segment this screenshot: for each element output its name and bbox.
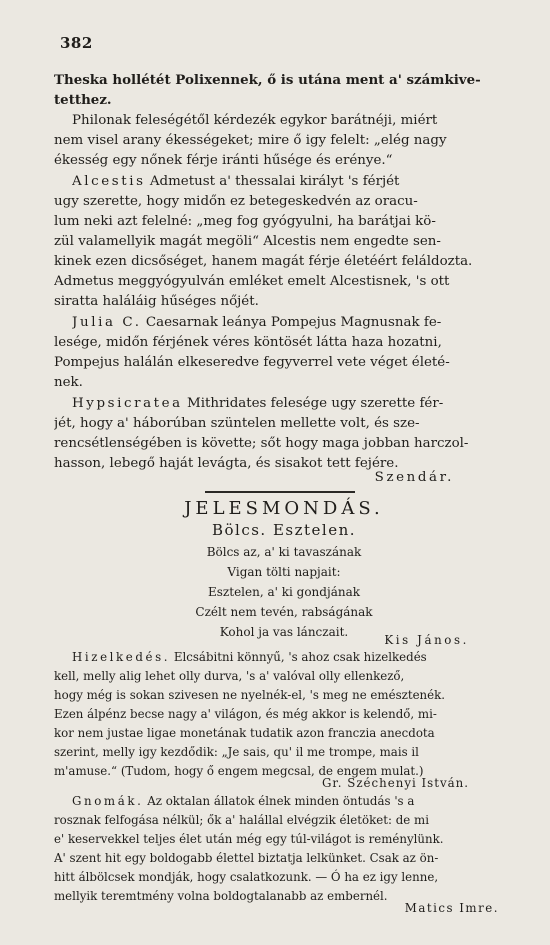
name-spaced: Julia C. [72, 315, 142, 330]
text-fragment: Admetust a' thessalai királyt 's férjét [145, 174, 400, 189]
text-line: e' keservekkel teljes élet után még egy túl-világot is reménylünk. [54, 832, 444, 846]
name-spaced: Hypsicratea [72, 396, 183, 411]
text-line: szerint, melly igy kezdődik: „Je sais, qu' il me trompe, mais il [54, 745, 419, 759]
text-line: A' szent hit egy boldogabb élettel biztatja lelkünket. Csak az ön- [54, 851, 439, 865]
text-line [72, 394, 532, 414]
text-line: rosznak felfogása nélkül; ők a' halállal elvégzik életöket: de mi [54, 813, 429, 827]
text-line [72, 172, 532, 192]
text-line: Admetus meggyógyulván emléket emelt Alcestisnek, 's ott [54, 274, 450, 289]
verse-line: Czélt nem tevén, rabságának [195, 605, 373, 619]
author-signature: Matics Imre. [404, 901, 499, 915]
text-line: Philonak feleségétől kérdezék egykor barátnéji, miért [72, 113, 438, 128]
name-spaced: Alcestis [72, 174, 146, 189]
verse-line: Bölcs az, a' ki tavaszának [206, 545, 362, 559]
text-line: ékesség egy nőnek férje iránti hűsége és erénye.“ [54, 153, 393, 168]
text-line [72, 791, 532, 811]
text-line: siratta haláláig hűséges nőjét. [54, 294, 259, 309]
text-fragment: Az oktalan állatok élnek minden öntudás 's a [143, 794, 415, 808]
text-line: hitt álbölcsek mondják, hogy csalatkozunk. — Ó ha ez igy lenne, [54, 870, 439, 884]
text-line: hasson, lebegő haját levágta, és sisakot tett fejére. [54, 456, 399, 471]
text-line [72, 313, 532, 333]
text-line [72, 647, 532, 667]
page-number: 382 [60, 34, 93, 52]
verse-line: Kohol ja vas lánczait. [219, 625, 349, 639]
text-line: ugy szerette, hogy midőn ez betegeskedvén az oracu- [54, 194, 418, 209]
text-line: Ezen álpénz becse nagy a' világon, és még akkor is kelendő, mi- [54, 707, 437, 721]
text-line: kell, melly alig lehet olly durva, 's a' valóval olly ellenkező, [54, 669, 405, 683]
verse-line: Esztelen, a' ki gondjának [208, 585, 360, 599]
name-spaced: Hizelkedés. [72, 650, 171, 664]
text-fragment: Mithridates felesége ugy szerette fér- [182, 396, 444, 411]
text-line: nek. [54, 375, 83, 390]
text-line: m'amuse.“ (Tudom, hogy ő engem megcsal, de engem mulat.) [54, 764, 424, 778]
text-fragment: Elcsábitni könnyű, 's ahoz csak hizelkedés [170, 650, 427, 664]
author-signature: Szendár. [374, 470, 454, 485]
section-divider [205, 491, 355, 493]
text-line: hogy még is sokan szivesen ne nyelnék-el, 's meg ne emésztenék. [54, 688, 446, 702]
verse-line: Vigan tölti napjait: [227, 565, 341, 579]
text-fragment: Caesarnak leánya Pompejus Magnusnak fe- [141, 315, 442, 330]
text-line: Pompejus halálán elkeseredve fegyverrel vete véget életé- [54, 355, 450, 370]
text-line: kinek ezen dicsőséget, hanem magát férje életéért feláldozta. [54, 254, 473, 269]
text-line: kor nem justae ligae monetának tudatik azon franczia anecdota [54, 726, 435, 740]
author-signature: Gr. Széchenyi István. [321, 776, 469, 790]
text-line: lum neki azt felelné: „meg fog gyógyulni, ha barátjai kö- [54, 214, 436, 229]
text-line: nem visel arany ékességeket; mire ő igy felelt: „elég nagy [54, 133, 447, 148]
name-spaced: Gnomák. [72, 794, 144, 808]
text-line: lesége, midőn férjének véres köntösét látta haza hozatni, [54, 335, 442, 350]
text-line: tetthez. [54, 92, 112, 108]
text-line: Theska hollétét Polixennek, ő is utána ment a' számkive- [54, 72, 481, 88]
text-line: jét, hogy a' háborúban szüntelen mellette volt, és sze- [54, 416, 420, 431]
text-line: rencsétlenségében is követte; sőt hogy maga jobban harczol- [54, 436, 469, 451]
section-subtitle: Bölcs. Esztelen. [211, 521, 357, 539]
text-line: mellyik teremtmény volna boldogtalanabb az embernél. [54, 889, 388, 903]
author-signature: Kis János. [384, 633, 469, 647]
section-title: JELESMONDÁS. [184, 498, 384, 519]
text-line: zül valamellyik magát megöli“ Alcestis nem engedte sen- [54, 234, 441, 249]
